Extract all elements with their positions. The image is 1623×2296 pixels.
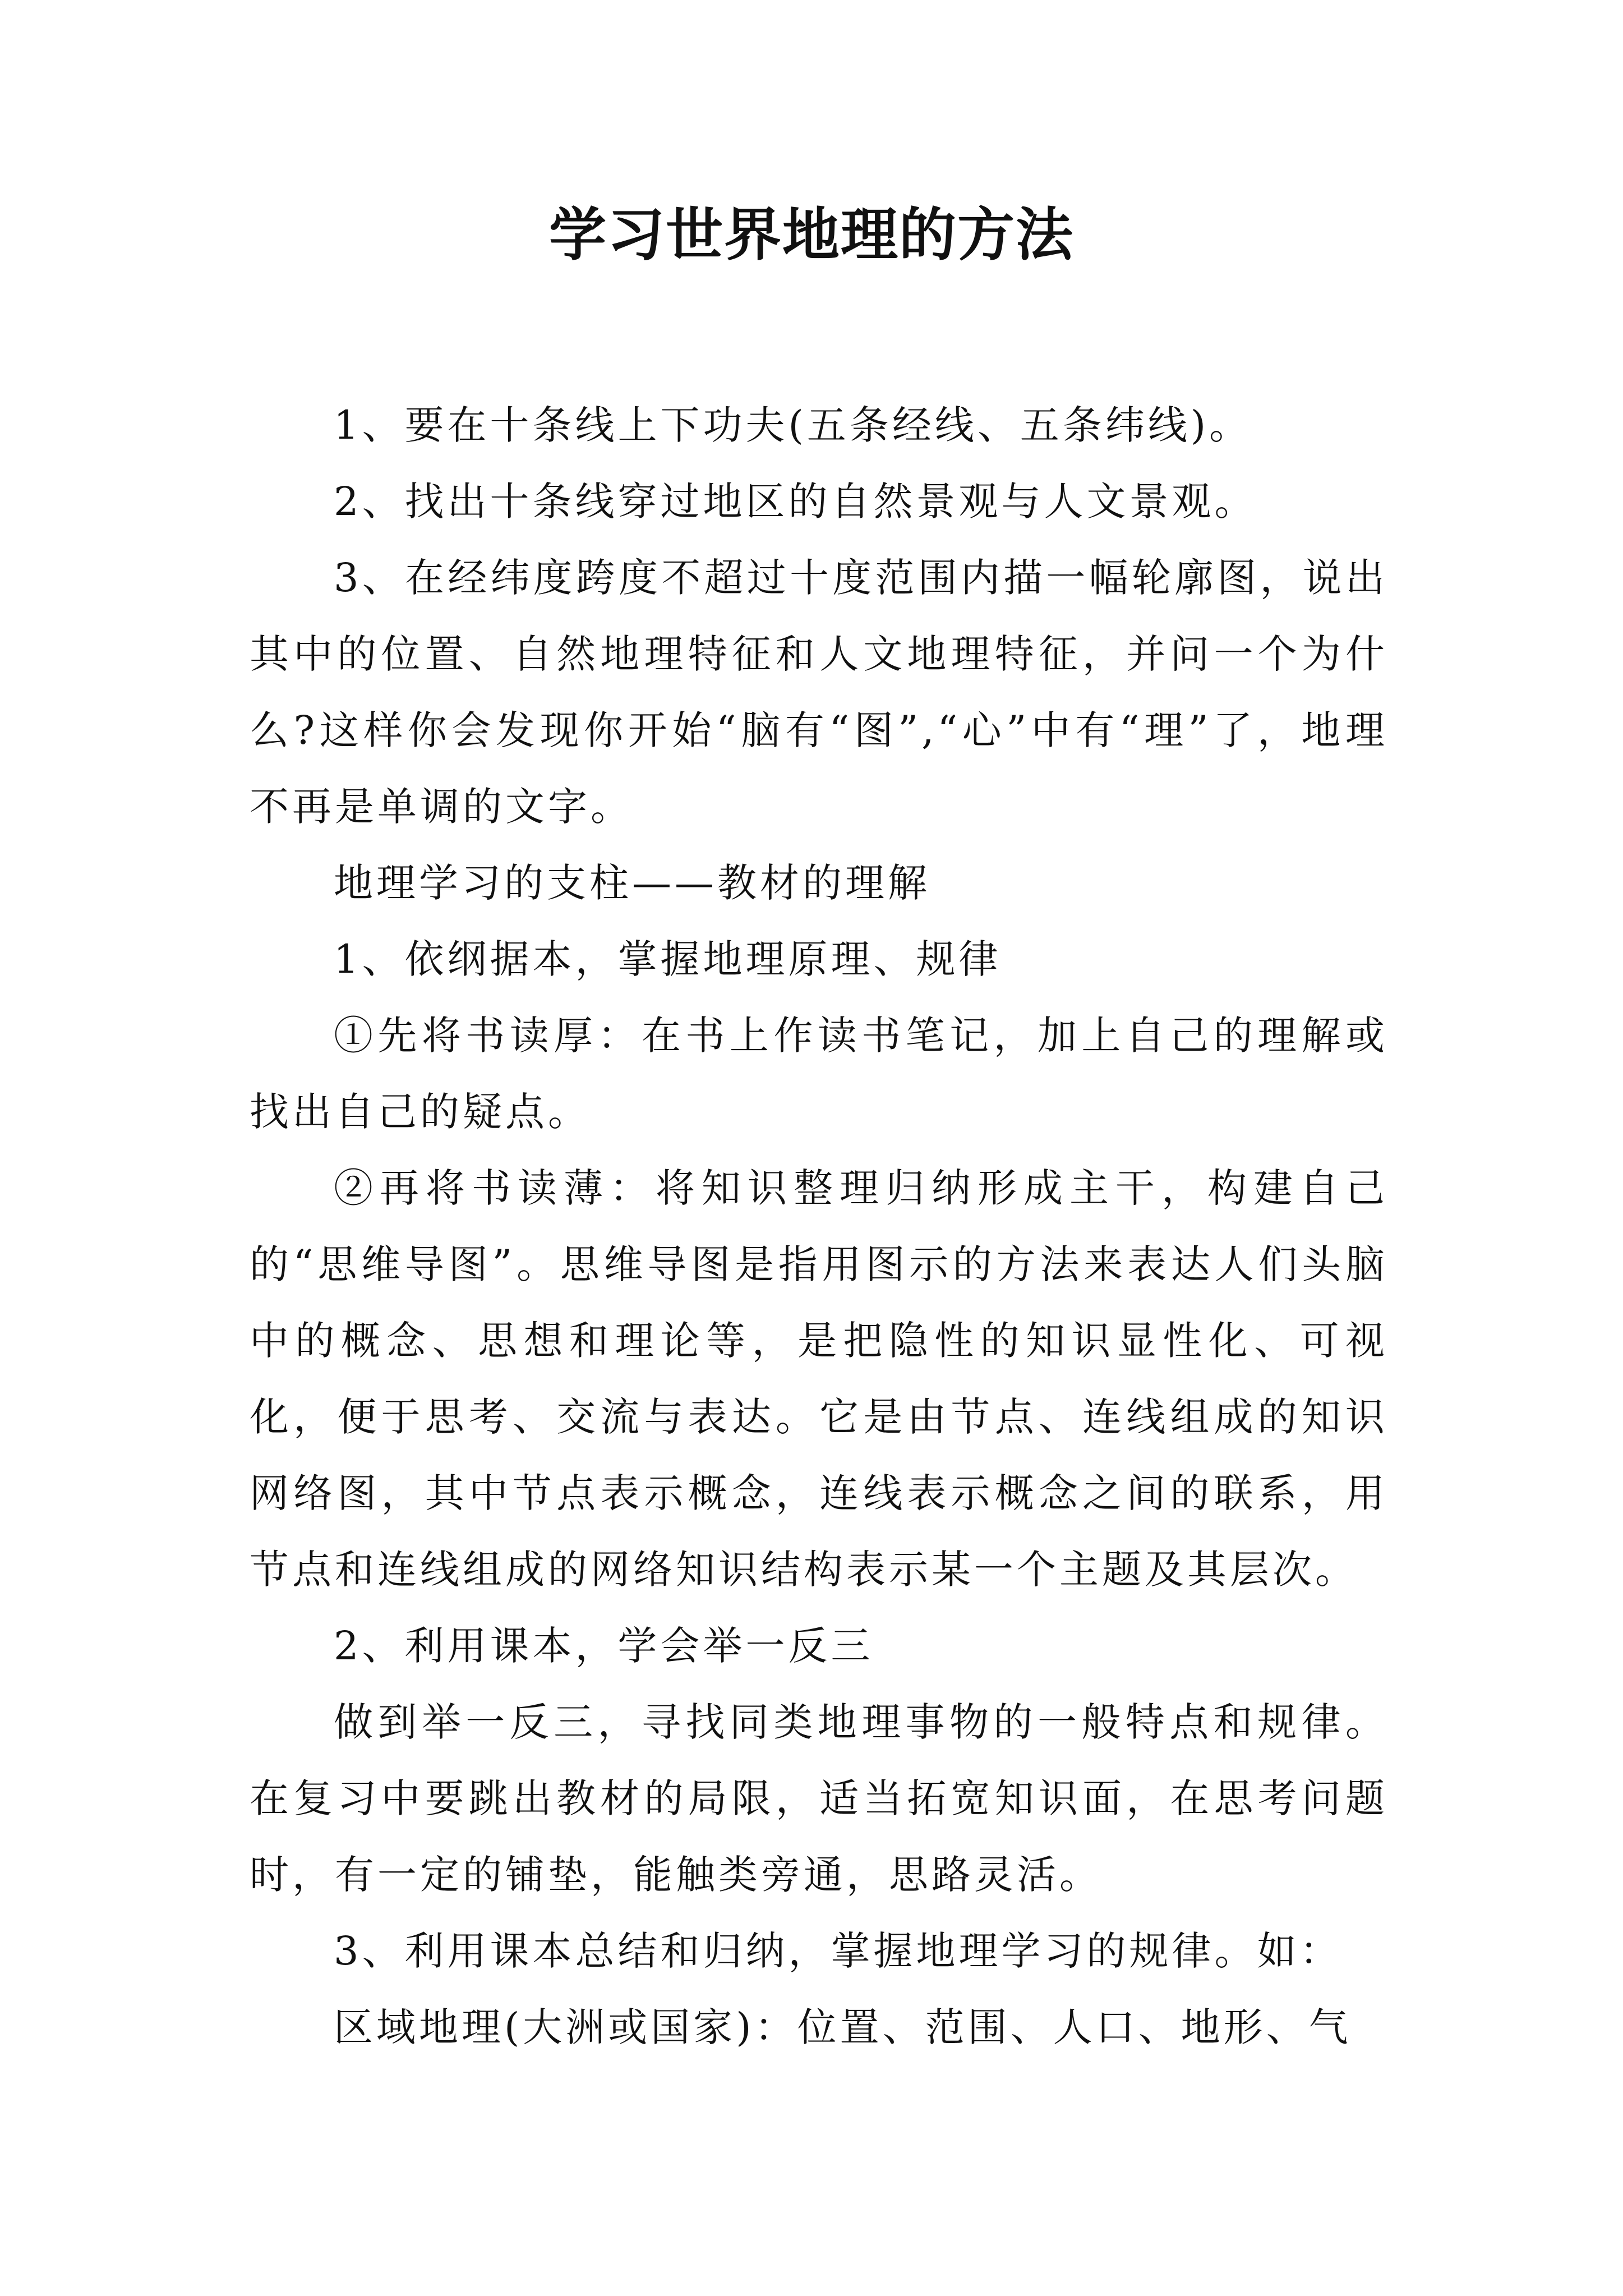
paragraph-outline-map: 3、在经纬度跨度不超过十度范围内描一幅轮廓图，说出其中的位置、自然地理特征和人文地理特征，并问一个为什么?这样你会发现你开始“脑有“图”,“心”中有“理”了，地理不再是单调的文字。 [250, 555, 1388, 830]
paragraph-regional-geography: 区域地理(大洲或国家)：位置、范围、人口、地形、气 [334, 2004, 1352, 2050]
document-body [250, 387, 1388, 2065]
paragraph-read-thin: ②再将书读薄：将知识整理归纳形成主干，构建自己的“思维导图”。思维导图是指用图示的方法来表达人们头脑中的概念、思想和理论等，是把隐性的知识显性化、可视化，便于思考、交流与表达。它是由节点、连线组成的知识网络图，其中节点表示概念，连线表示概念之间的联系，用节点和连线组成的网络知识结构表示某一个主题及其层次。 [250, 1165, 1388, 1593]
paragraph-read-thick: ①先将书读厚：在书上作读书笔记，加上自己的理解或找出自己的疑点。 [250, 1013, 1388, 1135]
paragraph-analogy: 做到举一反三，寻找同类地理事物的一般特点和规律。在复习中要跳出教材的局限，适当拓宽知识面，在思考问题时，有一定的铺垫，能触类旁通，思路灵活。 [250, 1699, 1388, 1898]
paragraph-use-textbook: 2、利用课本，学会举一反三 [334, 1623, 874, 1669]
paragraph-summarize: 3、利用课本总结和归纳，掌握地理学习的规律。如： [334, 1928, 1343, 1974]
document-title: 学习世界地理的方法 [549, 202, 1074, 269]
section-heading-textbook: 地理学习的支柱——教材的理解 [334, 860, 930, 906]
paragraph-landscapes: 2、找出十条线穿过地区的自然景观与人文景观。 [334, 478, 1257, 524]
paragraph-ten-lines: 1、要在十条线上下功夫(五条经线、五条纬线)。 [334, 402, 1252, 448]
paragraph-principles: 1、依纲据本，掌握地理原理、规律 [334, 936, 1002, 982]
